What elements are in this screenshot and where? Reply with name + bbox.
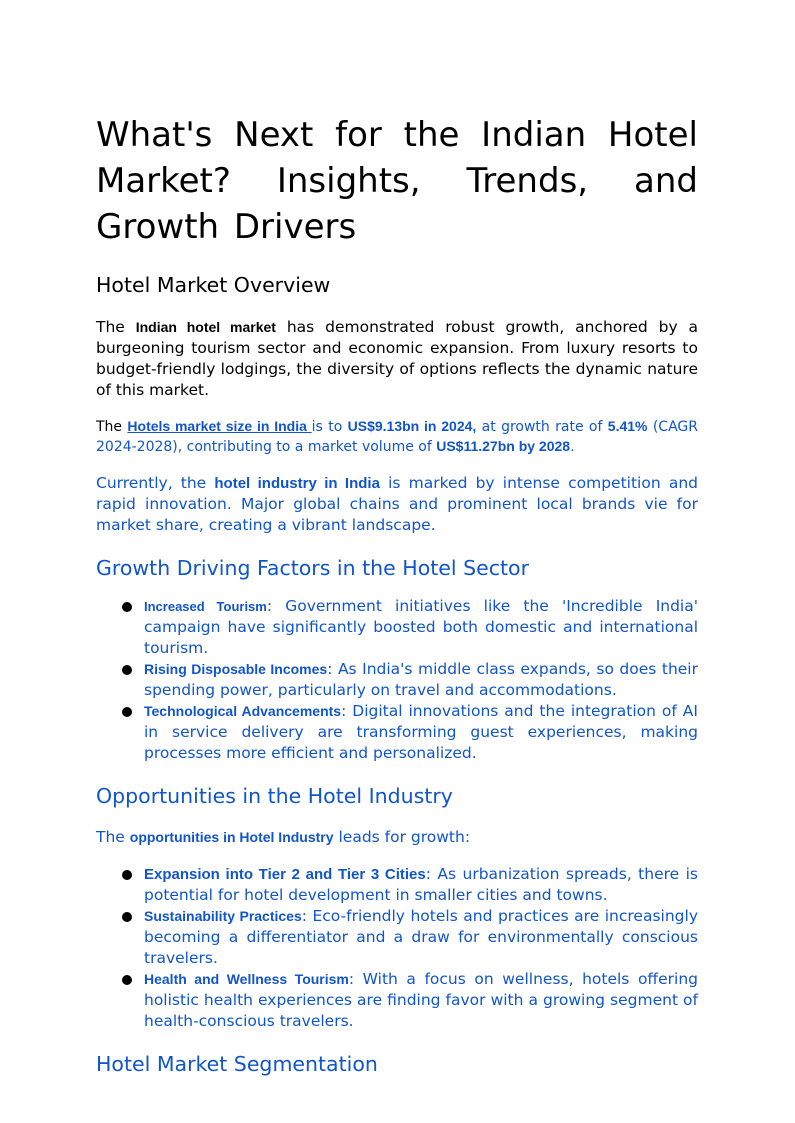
market-size-text-3: at growth rate of <box>476 419 608 435</box>
list-item <box>96 701 698 764</box>
opportunities-text-2: leads for growth: <box>333 828 471 846</box>
opportunities-list <box>96 864 698 1032</box>
list-item-text: : Eco-friendly hotels and practices are increasingly becoming a differentiator and a draw for environmentally conscious travelers. <box>144 907 698 967</box>
list-item-text: : Digital innovations and the integration of AI in service delivery are transforming guest experiences, making processes more efficient and personalized. <box>144 702 698 762</box>
bullet-icon <box>122 602 132 612</box>
list-item <box>96 906 698 969</box>
competition-bold: hotel industry in India <box>214 475 380 492</box>
list-item-text: : Government initiatives like the 'Incredible India' campaign have significantly boosted both domestic and international tourism. <box>144 597 698 657</box>
bullet-icon <box>122 975 132 985</box>
growth-list <box>96 596 698 764</box>
opportunities-bold: opportunities in Hotel Industry <box>129 829 334 845</box>
bullet-icon <box>122 912 132 922</box>
list-item-bold: Increased Tourism <box>144 599 267 614</box>
bullet-icon <box>122 665 132 675</box>
overview-text-2: has demonstrated robust growth, anchored by a burgeoning tourism sector and economic expansion. From luxury resorts to budget-friendly lodgings, the diversity of options reflects the dynamic nature of this market. <box>96 318 698 399</box>
market-size-paragraph <box>96 417 698 457</box>
growth-rate-value: 5.41% <box>607 418 648 434</box>
page-title: What's Next for the Indian Hotel Market? Insights, Trends, and Growth Drivers <box>96 115 698 247</box>
market-size-text-1: The <box>96 419 128 435</box>
segmentation-heading: Hotel Market Segmentation <box>96 1052 378 1076</box>
market-size-text-5: . <box>570 439 575 455</box>
list-item-bold: Sustainability Practices <box>144 908 302 924</box>
list-item <box>96 596 698 659</box>
market-volume-value: US$11.27bn by 2028 <box>436 438 571 454</box>
competition-text-2: is marked by intense competition and rapid innovation. Major global chains and prominent local brands vie for market share, creating a vibrant landscape. <box>96 474 698 534</box>
list-item-bold: Health and Wellness Tourism <box>144 971 349 987</box>
overview-paragraph <box>96 317 698 401</box>
opportunities-text-1: The <box>96 828 130 846</box>
list-item <box>96 659 698 701</box>
bullet-icon <box>122 707 132 717</box>
overview-heading: Hotel Market Overview <box>96 273 331 297</box>
market-size-text-4: (CAGR 2024-2028), contributing to a market volume of <box>96 419 698 455</box>
list-item-text: : As India's middle class expands, so does their spending power, particularly on travel and accommodations. <box>144 660 698 699</box>
list-item-text: : As urbanization spreads, there is potential for hotel development in smaller cities and towns. <box>144 865 699 904</box>
list-item <box>96 969 698 1032</box>
opportunities-intro <box>96 827 698 848</box>
document-page <box>96 112 698 1077</box>
market-size-value: US$9.13bn in 2024, <box>347 418 477 434</box>
list-item-bold: Rising Disposable Incomes <box>144 661 328 677</box>
overview-bold-1: Indian hotel market <box>135 319 276 335</box>
overview-text-1: The <box>96 318 136 336</box>
competition-paragraph <box>96 473 698 536</box>
list-item-text: : With a focus on wellness, hotels offering holistic health experiences are finding favor with a growing segment of health-conscious travelers. <box>144 970 698 1030</box>
list-item-bold: Expansion into Tier 2 and Tier 3 Cities <box>144 866 426 883</box>
opportunities-heading: Opportunities in the Hotel Industry <box>96 784 453 808</box>
market-size-text-2: is to <box>311 419 348 435</box>
market-size-link[interactable]: Hotels market size in India <box>127 418 312 434</box>
list-item <box>96 864 698 906</box>
growth-heading: Growth Driving Factors in the Hotel Sector <box>96 556 530 580</box>
bullet-icon <box>122 870 132 880</box>
competition-text-1: Currently, the <box>96 474 215 492</box>
list-item-bold: Technological Advancements <box>144 703 342 719</box>
